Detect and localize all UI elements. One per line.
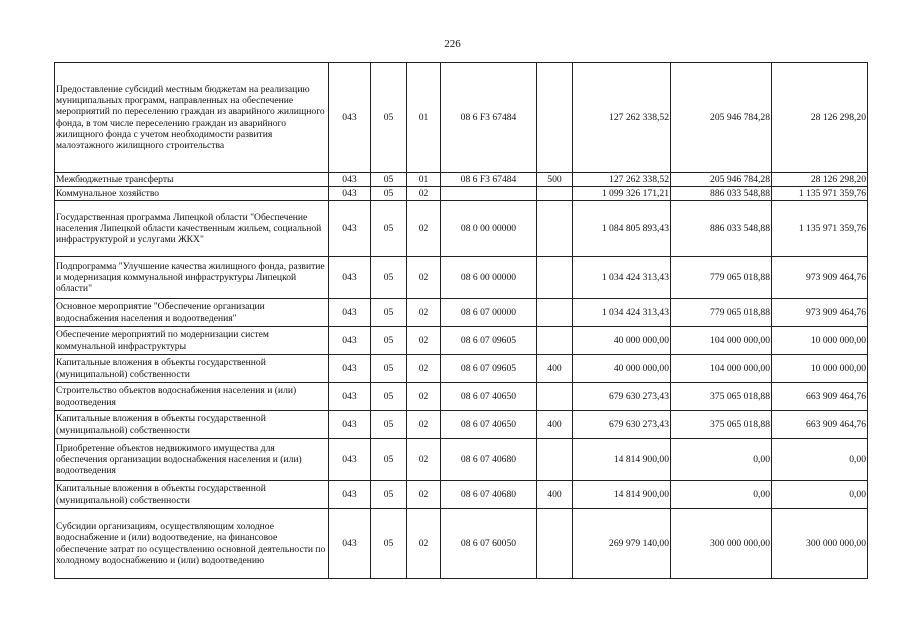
grbs-cell: 043 — [329, 383, 371, 411]
rz-cell: 05 — [371, 63, 407, 173]
year1-amount: 14 814 900,00 — [573, 481, 671, 509]
vr-cell: 400 — [537, 411, 573, 439]
rz-cell: 05 — [371, 509, 407, 579]
year2-amount: 205 946 784,28 — [671, 173, 772, 187]
csr-cell: 08 6 07 40680 — [441, 481, 537, 509]
grbs-cell: 043 — [329, 327, 371, 355]
year3-amount: 300 000 000,00 — [772, 509, 868, 579]
year2-amount: 779 065 018,88 — [671, 257, 772, 299]
rz-cell: 05 — [371, 173, 407, 187]
year2-amount: 300 000 000,00 — [671, 509, 772, 579]
csr-cell: 08 0 00 00000 — [441, 201, 537, 257]
year2-amount: 375 065 018,88 — [671, 411, 772, 439]
year1-amount: 127 262 338,52 — [573, 63, 671, 173]
row-name: Межбюджетные трансферты — [55, 173, 329, 187]
table-row — [55, 63, 868, 173]
csr-cell: 08 6 07 09605 — [441, 355, 537, 383]
csr-cell: 08 6 07 40650 — [441, 383, 537, 411]
vr-cell — [537, 509, 573, 579]
year1-amount: 679 630 273,43 — [573, 383, 671, 411]
grbs-cell: 043 — [329, 355, 371, 383]
pr-cell: 02 — [407, 355, 441, 383]
year2-amount: 0,00 — [671, 439, 772, 481]
pr-cell: 02 — [407, 439, 441, 481]
year1-amount: 1 084 805 893,43 — [573, 201, 671, 257]
row-name: Капитальные вложения в объекты государственной (муниципальной) собственности — [55, 481, 329, 509]
row-name: Капитальные вложения в объекты государственной (муниципальной) собственности — [55, 355, 329, 383]
year1-amount: 679 630 273,43 — [573, 411, 671, 439]
year3-amount: 0,00 — [772, 481, 868, 509]
rz-cell: 05 — [371, 411, 407, 439]
year2-amount: 779 065 018,88 — [671, 299, 772, 327]
year1-amount: 1 034 424 313,43 — [573, 257, 671, 299]
table-row — [55, 509, 868, 579]
pr-cell: 01 — [407, 63, 441, 173]
grbs-cell: 043 — [329, 173, 371, 187]
rz-cell: 05 — [371, 383, 407, 411]
row-name: Государственная программа Липецкой области "Обеспечение населения Липецкой области качественным жильем, социальной инфраструктурой и услугами ЖКХ" — [55, 201, 329, 257]
row-name: Капитальные вложения в объекты государственной (муниципальной) собственности — [55, 411, 329, 439]
year3-amount: 28 126 298,20 — [772, 63, 868, 173]
csr-cell: 08 6 07 00000 — [441, 299, 537, 327]
rz-cell: 05 — [371, 327, 407, 355]
rz-cell: 05 — [371, 187, 407, 201]
rz-cell: 05 — [371, 355, 407, 383]
rz-cell: 05 — [371, 257, 407, 299]
row-name: Строительство объектов водоснабжения населения и (или) водоотведения — [55, 383, 329, 411]
vr-cell — [537, 187, 573, 201]
year2-amount: 886 033 548,88 — [671, 187, 772, 201]
pr-cell: 02 — [407, 187, 441, 201]
table-row — [55, 439, 868, 481]
csr-cell: 08 6 F3 67484 — [441, 63, 537, 173]
grbs-cell: 043 — [329, 201, 371, 257]
year2-amount: 0,00 — [671, 481, 772, 509]
vr-cell — [537, 299, 573, 327]
pr-cell: 02 — [407, 327, 441, 355]
vr-cell — [537, 63, 573, 173]
row-name: Приобретение объектов недвижимого имущества для обеспечения организации водоснабжения населения и (или) водоотведения — [55, 439, 329, 481]
vr-cell — [537, 327, 573, 355]
year3-amount: 1 135 971 359,76 — [772, 201, 868, 257]
rz-cell: 05 — [371, 481, 407, 509]
vr-cell: 400 — [537, 481, 573, 509]
year3-amount: 973 909 464,76 — [772, 257, 868, 299]
row-name: Основное мероприятие "Обеспечение организации водоснабжения населения и водоотведения" — [55, 299, 329, 327]
grbs-cell: 043 — [329, 187, 371, 201]
vr-cell — [537, 201, 573, 257]
vr-cell — [537, 439, 573, 481]
table-row — [55, 355, 868, 383]
table-row — [55, 481, 868, 509]
table-row — [55, 383, 868, 411]
grbs-cell: 043 — [329, 439, 371, 481]
year1-amount: 269 979 140,00 — [573, 509, 671, 579]
table-row — [55, 299, 868, 327]
year1-amount: 40 000 000,00 — [573, 355, 671, 383]
year2-amount: 205 946 784,28 — [671, 63, 772, 173]
rz-cell: 05 — [371, 201, 407, 257]
table-row — [55, 327, 868, 355]
year2-amount: 104 000 000,00 — [671, 327, 772, 355]
row-name: Обеспечение мероприятий по модернизации систем коммунальной инфраструктуры — [55, 327, 329, 355]
row-name: Субсидии организациям, осуществляющим холодное водоснабжение и (или) водоотведение, на финансовое обеспечение затрат по осуществлению основной деятельности по холодному водоснабжению и (или) водоотведению — [55, 509, 329, 579]
grbs-cell: 043 — [329, 481, 371, 509]
vr-cell — [537, 257, 573, 299]
pr-cell: 02 — [407, 481, 441, 509]
pr-cell: 02 — [407, 201, 441, 257]
year1-amount: 127 262 338,52 — [573, 173, 671, 187]
table-row — [55, 173, 868, 187]
year3-amount: 663 909 464,76 — [772, 383, 868, 411]
year3-amount: 28 126 298,20 — [772, 173, 868, 187]
year1-amount: 1 034 424 313,43 — [573, 299, 671, 327]
pr-cell: 01 — [407, 173, 441, 187]
row-name: Коммунальное хозяйство — [55, 187, 329, 201]
rz-cell: 05 — [371, 439, 407, 481]
year3-amount: 973 909 464,76 — [772, 299, 868, 327]
grbs-cell: 043 — [329, 257, 371, 299]
year3-amount: 10 000 000,00 — [772, 355, 868, 383]
grbs-cell: 043 — [329, 509, 371, 579]
csr-cell: 08 6 07 40680 — [441, 439, 537, 481]
table-row — [55, 201, 868, 257]
page-number: 226 — [444, 38, 461, 50]
csr-cell: 08 6 00 00000 — [441, 257, 537, 299]
csr-cell: 08 6 F3 67484 — [441, 173, 537, 187]
row-name: Подпрограмма "Улучшение качества жилищного фонда, развитие и модернизация коммунальной инфраструктуры Липецкой области" — [55, 257, 329, 299]
csr-cell — [441, 187, 537, 201]
table-row — [55, 187, 868, 201]
csr-cell: 08 6 07 40650 — [441, 411, 537, 439]
year3-amount: 0,00 — [772, 439, 868, 481]
csr-cell: 08 6 07 09605 — [441, 327, 537, 355]
year3-amount: 663 909 464,76 — [772, 411, 868, 439]
pr-cell: 02 — [407, 509, 441, 579]
pr-cell: 02 — [407, 411, 441, 439]
year3-amount: 10 000 000,00 — [772, 327, 868, 355]
pr-cell: 02 — [407, 299, 441, 327]
vr-cell — [537, 383, 573, 411]
rz-cell: 05 — [371, 299, 407, 327]
grbs-cell: 043 — [329, 299, 371, 327]
pr-cell: 02 — [407, 257, 441, 299]
csr-cell: 08 6 07 60050 — [441, 509, 537, 579]
table-row — [55, 257, 868, 299]
table-row — [55, 411, 868, 439]
year3-amount: 1 135 971 359,76 — [772, 187, 868, 201]
year2-amount: 375 065 018,88 — [671, 383, 772, 411]
grbs-cell: 043 — [329, 63, 371, 173]
vr-cell: 500 — [537, 173, 573, 187]
row-name: Предоставление субсидий местным бюджетам на реализацию муниципальных программ, направленных на обеспечение мероприятий по переселению граждан из аварийного жилищного фонда, в том числе переселению граждан из аварийного жилищного фонда с учетом необходимости развития малоэтажного жилищного строительства — [55, 63, 329, 173]
vr-cell: 400 — [537, 355, 573, 383]
year2-amount: 886 033 548,88 — [671, 201, 772, 257]
budget-table — [54, 62, 868, 579]
grbs-cell: 043 — [329, 411, 371, 439]
year2-amount: 104 000 000,00 — [671, 355, 772, 383]
year1-amount: 14 814 900,00 — [573, 439, 671, 481]
year1-amount: 40 000 000,00 — [573, 327, 671, 355]
pr-cell: 02 — [407, 383, 441, 411]
year1-amount: 1 099 326 171,21 — [573, 187, 671, 201]
